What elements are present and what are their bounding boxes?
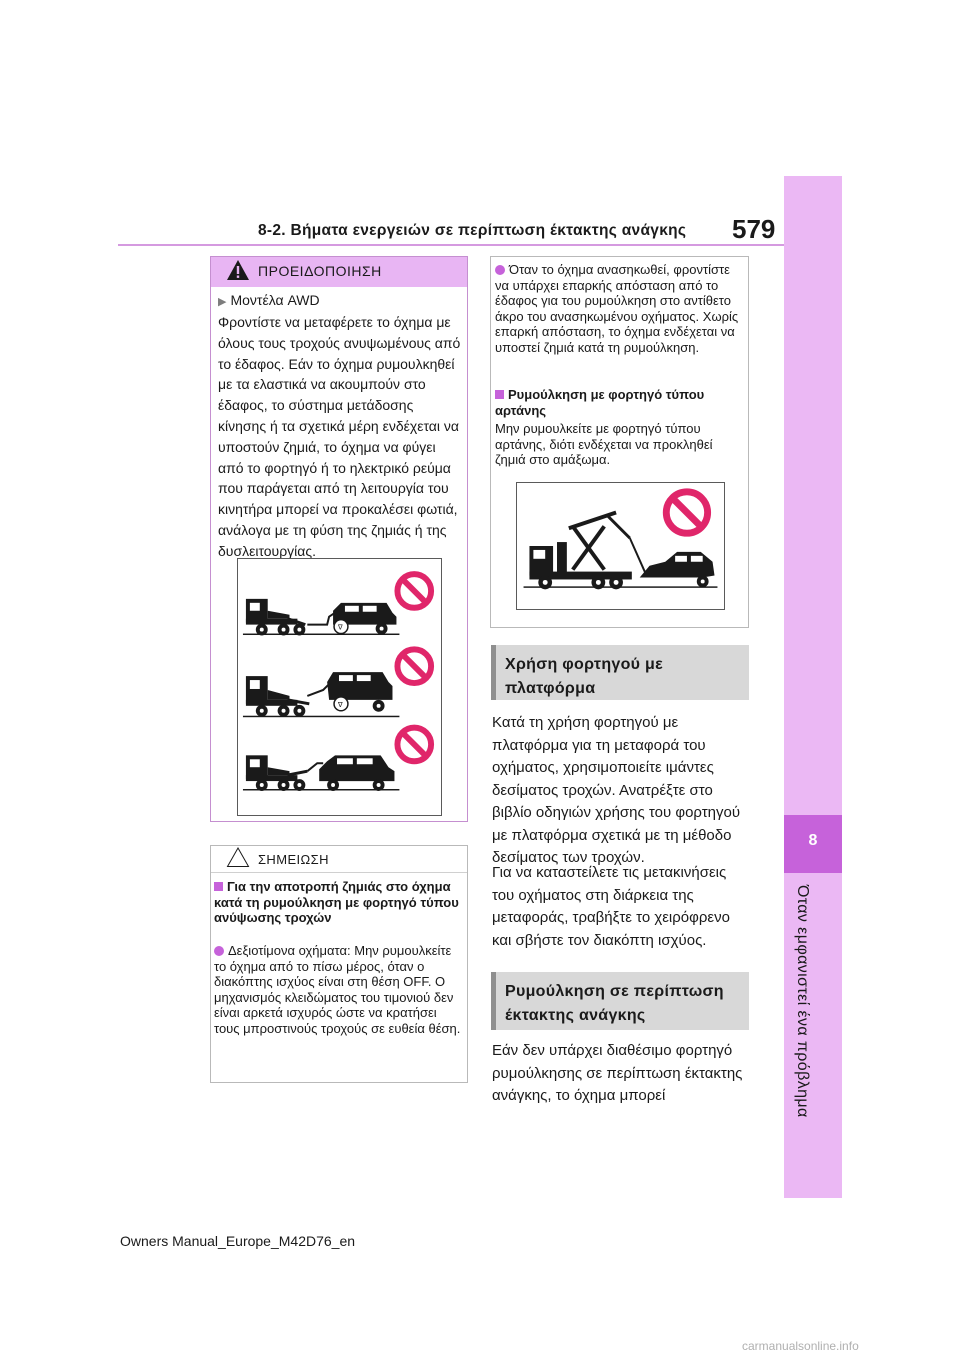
note-header-rule xyxy=(211,872,467,873)
warning-subheading xyxy=(218,292,320,308)
prohibited-sign-icon xyxy=(397,649,431,683)
square-bullet-icon xyxy=(495,390,504,399)
warning-item-title-text: Ρυμούλκηση με φορτηγό τύπου αρτάνης xyxy=(495,387,705,418)
svg-text:∇: ∇ xyxy=(338,700,343,709)
square-bullet-icon xyxy=(214,882,223,891)
towing-prohibited-illustration xyxy=(237,558,442,816)
svg-text:∇: ∇ xyxy=(338,623,343,632)
triangle-right-icon: ▶ xyxy=(218,296,227,308)
warning-triangle-icon xyxy=(226,259,250,281)
prohibited-sign-icon xyxy=(397,728,431,762)
warning-title: ΠΡΟΕΙΔΟΠΟΙΗΣΗ xyxy=(258,263,382,279)
circle-bullet-icon xyxy=(214,946,224,956)
chapter-number: 8 xyxy=(808,832,818,849)
warning-bullet-text: Όταν το όχημα ανασηκωθεί, φροντίστε να υπάρχει επαρκής απόσταση από το έδαφος για του ρυμούλκηση στο αντίθετο άκρο του ανασηκωμένου οχήματος. Χωρίς επαρκή απόσταση, το όχημα ενδέχεται να υποστεί ζημιά κατά τη ρυμούλκηση. xyxy=(495,262,739,355)
footer-text: Owners Manual_Europe_M42D76_en xyxy=(120,1233,356,1249)
warning-body: Φροντίστε να μεταφέρετε το όχημα με όλους τους τροχούς ανυψωμένους από το έδαφος. Εάν το όχημα ρυμουλκηθεί με τα ελαστικά να ακουμπούν στο έδαφος, το σύστημα μετάδοσης κίνησης ή τα σχετικά μέρη ενδέχεται να υποστούν ζημιά, το όχημα να φύγει από το φορτηγό ή το ηλεκτρικό ρεύμα που παράγεται από τη λειτουργία του κινητήρα μπορεί να προκαλέσει φωτιά, ανάλογα με τη φύση της ζημιάς ή της δυσλειτουργίας. xyxy=(218,314,461,559)
note-item-bullet xyxy=(214,943,464,1036)
note-item-title-text: Για την αποτροπή ζημιάς στο όχημα κατά τη ρυμούλκηση με φορτηγό τύπου ανύψωσης τροχών xyxy=(214,879,459,925)
warning-bullet xyxy=(495,262,745,355)
note-item-bullet-text: Δεξιοτίμονα οχήματα: Μην ρυμουλκείτε το όχημα από το πίσω μέρος, όταν ο διακόπτης ισχύος είναι στη θέση OFF. Ο μηχανισμός κλειδώματος του τιμονιού δεν είναι αρκετά ισχυρός ώστε να κρατήσει τους μπροστινούς τροχούς σε ευθεία θέση. xyxy=(214,943,461,1036)
watermark: carmanualsonline.info xyxy=(742,1339,859,1353)
circle-bullet-icon xyxy=(495,265,505,275)
towing-scene-3 xyxy=(243,755,399,791)
prohibited-sign-icon xyxy=(666,492,707,533)
warning-item-body: Μην ρυμουλκείτε με φορτηγό τύπου αρτάνης, διότι ενδέχεται να προκληθεί ζημιά στο αμάξωμα. xyxy=(495,421,713,467)
section-title: 8-2. Βήματα ενεργειών σε περίπτωση έκτακτης ανάγκης xyxy=(258,222,687,239)
towing-scene-1 xyxy=(243,599,399,636)
prohibited-sign-icon xyxy=(397,574,431,608)
warning-subheading-text: Μοντέλα AWD xyxy=(230,292,320,308)
chapter-title: Όταν εμφανιστεί ένα πρόβλημα xyxy=(794,885,811,1118)
header-rule xyxy=(118,244,784,246)
section-paragraph: Κατά τη χρήση φορτηγού με πλατφόρμα για τη μεταφορά του οχήματος, χρησιμοποιείτε ιμάντες δεσίματος τροχών. Ανατρέξτε στο βιβλίο οδηγιών χρήσης του φορτηγού με πλατφόρμα σχετικά με τη μέθοδο δεσίματος των τροχών. xyxy=(492,714,741,866)
towing-scene-2 xyxy=(243,672,399,717)
section-heading-emergency-towing: Ρυμούλκηση σε περίπτωση έκτακτης ανάγκης xyxy=(491,972,749,1030)
page-number: 579 xyxy=(732,214,776,244)
caution-outline-triangle-icon xyxy=(226,846,250,868)
note-title: ΣΗΜΕΙΩΣΗ xyxy=(258,852,329,867)
note-item-title xyxy=(214,879,464,926)
section-heading-flatbed: Χρήση φορτηγού με πλατφόρμα xyxy=(491,645,749,700)
section-paragraph: Εάν δεν υπάρχει διαθέσιμο φορτηγό ρυμούλκησης σε περίπτωση έκτακτης ανάγκης, το όχημα μπορεί xyxy=(492,1042,743,1104)
warning-item-title xyxy=(495,387,745,418)
crane-truck-prohibited-illustration xyxy=(516,482,725,610)
section-paragraph: Για να καταστείλετε τις μετακινήσεις του οχήματος στη διάρκεια της μεταφοράς, τραβήξτε το χειρόφρενο και σβήστε τον διακόπτη ισχύος. xyxy=(492,864,730,949)
